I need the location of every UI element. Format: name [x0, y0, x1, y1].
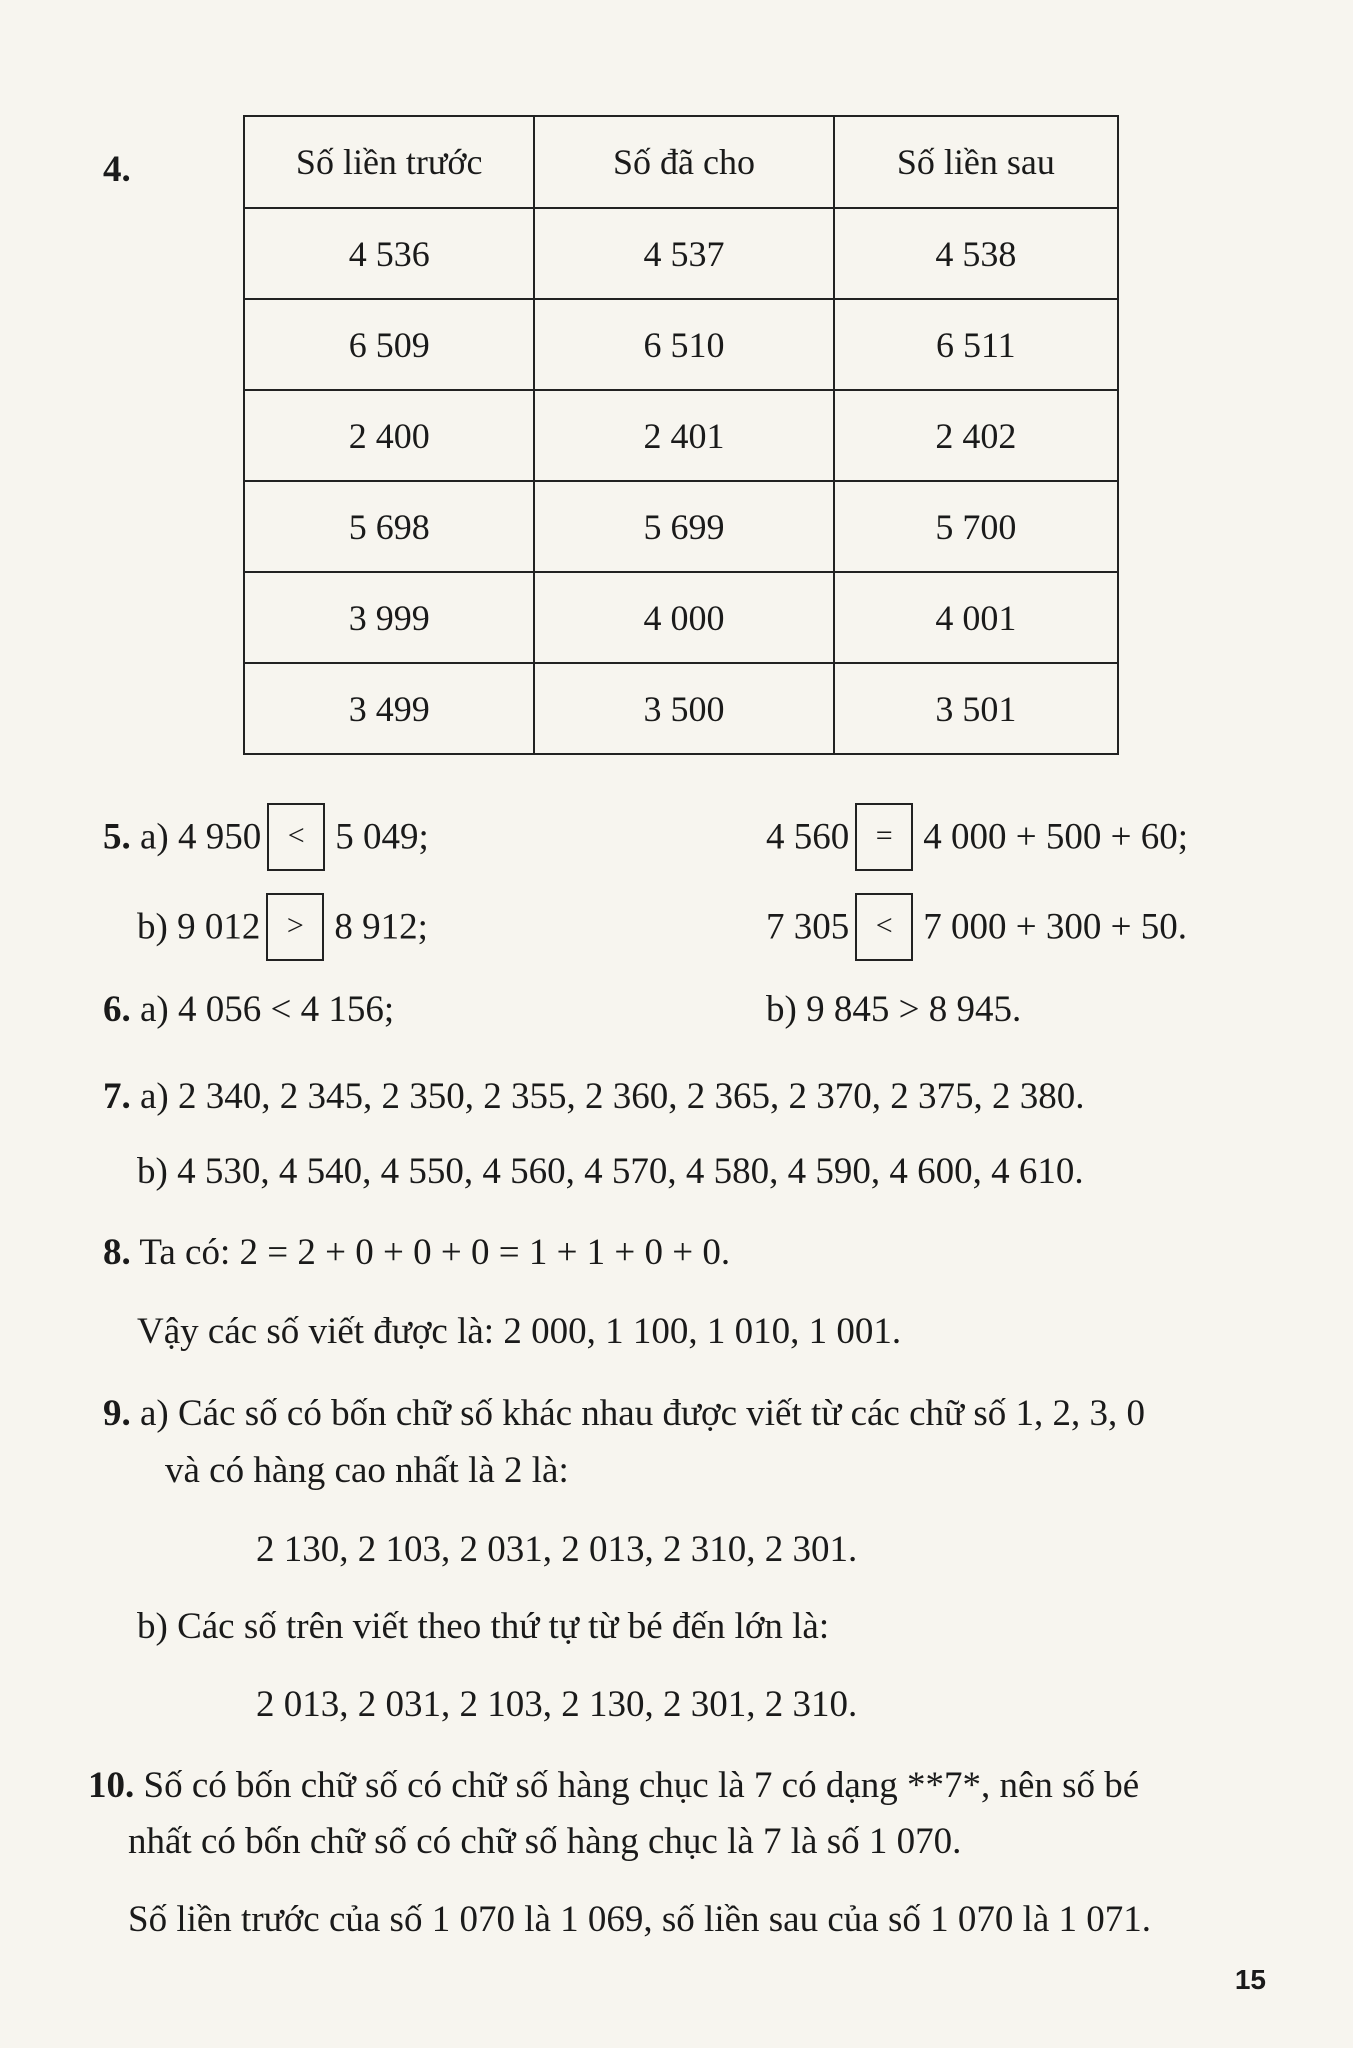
comparison-left: 7 305 [766, 906, 850, 948]
exercise-8-number: 8. [103, 1232, 131, 1273]
exercise-7-number: 7. [103, 1076, 131, 1117]
exercise-9-a-line1 [103, 1392, 1145, 1436]
exercise-5-a-right [766, 806, 1188, 874]
table-header-row [244, 116, 1118, 208]
exercise-8-line1-text: Ta có: 2 = 2 + 0 + 0 + 0 = 1 + 1 + 0 + 0. [139, 1232, 731, 1273]
comparison-box: > [266, 893, 324, 961]
comparison-left: a) 4 950 [140, 816, 262, 858]
exercise-7-b: b) 4 530, 4 540, 4 550, 4 560, 4 570, 4 580, 4 590, 4 600, 4 610. [137, 1151, 1084, 1192]
exercise-9-number: 9. [103, 1393, 131, 1434]
comparison-left: b) 9 012 [137, 906, 261, 948]
exercise-9-a-text: a) Các số có bốn chữ số khác nhau được viết từ các chữ số 1, 2, 3, 0 [140, 1393, 1145, 1434]
table-cell: 6 510 [534, 299, 833, 390]
exercise-9-b-line1: b) Các số trên viết theo thứ tự từ bé đến lớn là: [137, 1606, 830, 1647]
table-cell: 4 001 [834, 572, 1118, 663]
comparison-left: 4 560 [766, 816, 850, 858]
exercise-4-number: 4. [103, 149, 131, 190]
table-cell: 2 400 [244, 390, 534, 481]
exercise-6-a-text: a) 4 056 < 4 156; [140, 989, 395, 1030]
exercise-9-a-line2: và có hàng cao nhất là 2 là: [165, 1450, 569, 1491]
exercise-9-b-list: 2 013, 2 031, 2 103, 2 130, 2 301, 2 310. [256, 1684, 858, 1725]
table-row [244, 208, 1118, 299]
table-cell: 4 536 [244, 208, 534, 299]
table-cell: 3 499 [244, 663, 534, 754]
exercise-5-number: 5. [103, 816, 131, 858]
exercise-8-line2: Vậy các số viết được là: 2 000, 1 100, 1 010, 1 001. [137, 1311, 902, 1352]
comparison-box: < [267, 803, 325, 871]
table-cell: 6 511 [834, 299, 1118, 390]
exercise-10-line2: nhất có bốn chữ số có chữ số hàng chục là 7 là số 1 070. [128, 1821, 962, 1862]
table-cell: 4 537 [534, 208, 833, 299]
table-cell: 4 000 [534, 572, 833, 663]
exercise-5-a-left [103, 806, 429, 874]
comparison-box: < [855, 893, 913, 961]
table-row [244, 572, 1118, 663]
exercise-5-b-left [137, 896, 428, 964]
table-cell: 5 699 [534, 481, 833, 572]
exercise-10-line1 [88, 1764, 1139, 1808]
table-cell: 2 401 [534, 390, 833, 481]
exercise-7-a [103, 1075, 1085, 1119]
comparison-right: 7 000 + 300 + 50. [923, 906, 1187, 948]
exercise-10-line3: Số liền trước của số 1 070 là 1 069, số liền sau của số 1 070 là 1 071. [128, 1899, 1152, 1940]
exercise-5-b-right [766, 896, 1187, 964]
exercise-10-number: 10. [88, 1765, 135, 1806]
comparison-right: 4 000 + 500 + 60; [923, 816, 1189, 858]
comparison-right: 5 049; [335, 816, 429, 858]
exercise-10-line1-text: Số có bốn chữ số có chữ số hàng chục là 7 có dạng **7*, nên số bé [143, 1765, 1140, 1806]
comparison-box: = [855, 803, 913, 871]
table-row [244, 663, 1118, 754]
header-cell-given: Số đã cho [534, 116, 833, 208]
exercise-4-table [243, 115, 1119, 755]
exercise-6-b: b) 9 845 > 8 945. [766, 989, 1022, 1030]
header-cell-next: Số liền sau [834, 116, 1118, 208]
exercise-6-a [103, 988, 394, 1032]
table-cell: 5 698 [244, 481, 534, 572]
exercise-9-a-list: 2 130, 2 103, 2 031, 2 013, 2 310, 2 301. [256, 1529, 858, 1570]
table-row [244, 390, 1118, 481]
table-row [244, 299, 1118, 390]
table-cell: 2 402 [834, 390, 1118, 481]
table-cell: 4 538 [834, 208, 1118, 299]
exercise-6-number: 6. [103, 989, 131, 1030]
table-cell: 5 700 [834, 481, 1118, 572]
table-cell: 3 500 [534, 663, 833, 754]
table-cell: 3 999 [244, 572, 534, 663]
exercise-8-line1 [103, 1231, 730, 1275]
exercise-7-a-text: a) 2 340, 2 345, 2 350, 2 355, 2 360, 2 365, 2 370, 2 375, 2 380. [140, 1076, 1085, 1117]
table-row [244, 481, 1118, 572]
table-cell: 3 501 [834, 663, 1118, 754]
table-cell: 6 509 [244, 299, 534, 390]
header-cell-previous: Số liền trước [244, 116, 534, 208]
comparison-right: 8 912; [334, 906, 428, 948]
page-number: 15 [1234, 1964, 1266, 1995]
